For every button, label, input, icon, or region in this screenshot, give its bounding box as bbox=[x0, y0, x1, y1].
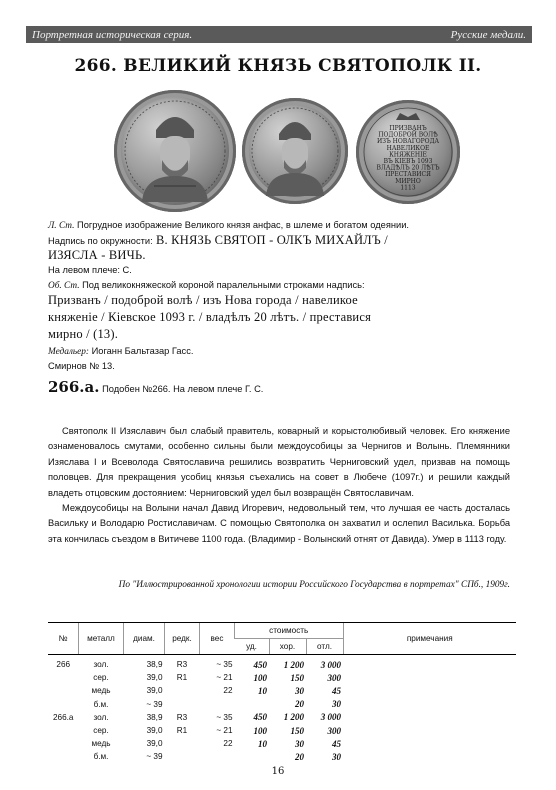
row-metal: сер. bbox=[93, 726, 109, 736]
row-value-fine bbox=[235, 750, 270, 763]
row-weight: 22 bbox=[223, 686, 233, 696]
table-row bbox=[48, 750, 516, 763]
row-rarity bbox=[165, 750, 200, 763]
row-diameter: 39,0 bbox=[146, 673, 163, 683]
reverse-line bbox=[48, 278, 518, 293]
reverse-inscription-line: НАВЕЛИКОЕ bbox=[386, 144, 430, 152]
circle-inscription-line bbox=[48, 233, 518, 248]
row-value-fine: 10 bbox=[258, 738, 267, 749]
row-rarity: R3 bbox=[176, 660, 188, 670]
row-value-good: 20 bbox=[295, 751, 304, 762]
row-notes bbox=[343, 750, 516, 763]
col-value-excellent: отл. bbox=[306, 639, 343, 655]
row-num: 266 bbox=[56, 660, 71, 670]
table-row bbox=[48, 737, 516, 750]
row-value-excellent: 30 bbox=[332, 751, 341, 762]
row-weight: ~ 35 bbox=[216, 660, 233, 670]
reverse-text: Под великокняжеской короной паралельными строками надпись: bbox=[79, 280, 365, 290]
table-row bbox=[48, 711, 516, 724]
row-notes bbox=[343, 655, 516, 672]
reference-line: Смирнов № 13. bbox=[48, 361, 115, 371]
table-row bbox=[48, 724, 516, 737]
table-row bbox=[48, 655, 516, 672]
table-header-row bbox=[48, 623, 516, 639]
row-value-good: 30 bbox=[295, 685, 304, 696]
subvariant-number: 266.а. bbox=[48, 378, 100, 396]
row-rarity bbox=[165, 698, 200, 711]
col-value-good: хор. bbox=[269, 639, 306, 655]
row-weight: ~ 21 bbox=[216, 673, 233, 683]
circle-text-1: В. КНЯЗЬ СВЯТОП - ОЛКЪ МИХАЙЛЪ / bbox=[152, 233, 388, 247]
row-value-fine: 450 bbox=[253, 659, 267, 670]
row-diameter: 39,0 bbox=[146, 686, 163, 696]
obverse-text: Погрудное изображение Великого князя анфас, в шлеме и богатом одеянии. bbox=[74, 220, 409, 230]
row-metal: медь bbox=[91, 686, 111, 696]
row-value-fine bbox=[235, 698, 270, 711]
row-notes bbox=[343, 711, 516, 724]
table-row bbox=[48, 698, 516, 711]
subvariant-text: Подобен №266. На левом плече Г. С. bbox=[99, 384, 264, 394]
row-value-fine: 100 bbox=[253, 672, 267, 683]
row-rarity bbox=[165, 737, 200, 750]
col-value: стоимость bbox=[235, 623, 344, 639]
medal-obverse-large-image bbox=[114, 90, 236, 212]
row-value-fine: 100 bbox=[253, 725, 267, 736]
row-value-excellent: 30 bbox=[332, 699, 341, 710]
row-num bbox=[48, 724, 79, 737]
row-value-good: 1 200 bbox=[283, 659, 304, 670]
col-diameter: диам. bbox=[124, 623, 165, 655]
row-notes bbox=[343, 724, 516, 737]
obverse-label: Л. Ст. bbox=[48, 221, 75, 231]
col-rarity: редк. bbox=[165, 623, 200, 655]
row-notes bbox=[343, 671, 516, 684]
medalist-line bbox=[48, 344, 518, 359]
historical-paragraph-2: Междоусобицы на Волыни начал Давид Игоревич, недовольный тем, что лучшая ее часть досталась Васильку и Володарю Ростиславичам. С помощью Святополка он захватил и ослепил Василька. Борьба эта кончилась съездом в Витичеве 1100 года. (Владимир - Волынский отнят от Давида). Умер в 1113 году. bbox=[48, 503, 510, 544]
row-value-excellent: 3 000 bbox=[320, 659, 341, 670]
reverse-inscription-line: ВЛАДѢЛЪ 20 ЛѢТЪ bbox=[376, 164, 440, 172]
row-value-excellent: 3 000 bbox=[320, 712, 341, 723]
row-diameter: 38,9 bbox=[146, 712, 163, 722]
header-series: Портретная историческая серия. bbox=[32, 28, 193, 41]
row-weight bbox=[200, 750, 235, 763]
reverse-inscription-1: Призванъ / подоброй волѣ / изъ Нова города / навеликое bbox=[48, 293, 358, 307]
row-notes bbox=[343, 737, 516, 750]
reverse-inscription-line: КНЯЖЕНIЕ bbox=[389, 151, 427, 159]
table-row bbox=[48, 684, 516, 697]
row-num bbox=[48, 698, 79, 711]
row-metal: зол. bbox=[93, 660, 109, 670]
row-value-excellent: 45 bbox=[332, 738, 341, 749]
medal-obverse-small-image bbox=[242, 98, 348, 204]
reverse-inscription-line: ВЪ КIЕВЪ 1093 bbox=[383, 158, 433, 165]
row-num bbox=[48, 671, 79, 684]
reverse-inscription-3: мирно / (13). bbox=[48, 327, 119, 341]
subvariant-line bbox=[48, 378, 263, 396]
row-metal: б.м. bbox=[93, 752, 109, 762]
row-rarity: R3 bbox=[176, 712, 188, 722]
row-value-excellent: 300 bbox=[327, 672, 341, 683]
row-value-good: 30 bbox=[295, 738, 304, 749]
row-metal: медь bbox=[91, 739, 111, 749]
reverse-inscription-line: МИРНО bbox=[395, 177, 421, 185]
row-value-good: 20 bbox=[295, 699, 304, 710]
circle-inscription-line-2 bbox=[48, 248, 518, 263]
medal-reverse-image bbox=[356, 100, 460, 204]
row-num bbox=[48, 737, 79, 750]
circle-text-2: ИЗЯСЛА - ВИЧЬ. bbox=[48, 248, 146, 262]
row-diameter: 38,9 bbox=[146, 660, 163, 670]
row-value-excellent: 45 bbox=[332, 685, 341, 696]
col-value-fine: уд. bbox=[235, 639, 270, 655]
row-weight: 22 bbox=[223, 739, 233, 749]
row-value-fine: 450 bbox=[253, 712, 267, 723]
reverse-inscription-line: ИЗЪ НОВАГОРОДА bbox=[376, 138, 440, 146]
reverse-inscription-line: ПРЕСТАВИСЯ bbox=[385, 171, 431, 179]
catalog-table bbox=[48, 622, 516, 764]
col-weight: вес bbox=[200, 623, 235, 655]
table-row bbox=[48, 671, 516, 684]
col-notes: примечания bbox=[343, 623, 516, 655]
reverse-inscription-line: ПОДОБРОЙ ВОЛѢ bbox=[378, 131, 438, 139]
row-rarity bbox=[165, 684, 200, 697]
source-citation: По "Иллюстрированной хронологии истории Российского Государства в портретах" СПб., 1909г. bbox=[118, 580, 510, 590]
row-diameter: 39,0 bbox=[146, 726, 163, 736]
row-notes bbox=[343, 698, 516, 711]
medalist-label: Медальер: bbox=[48, 347, 90, 357]
obverse-line bbox=[48, 218, 518, 233]
row-num: 266.а bbox=[53, 712, 74, 722]
reverse-inscription-line: 1113 bbox=[400, 184, 416, 192]
row-value-good: 150 bbox=[290, 672, 304, 683]
circle-label: Надпись по окружности: bbox=[48, 236, 153, 246]
page-number: 16 bbox=[271, 766, 285, 777]
historical-paragraph-1: Святополк II Изяславич был слабый правитель, коварный и корыстолюбивый человек. Его княжение ознаменовалось смутами, особенно сильны были междоусобицы за Чернигов и Волынь. Племянники Изяслава I и Всеволода Святославича решились возвратить Черниговский удел, призвав на помощь половцев. Для прекращения усобиц князья съехались на совет в Любече (1097г.) и решили каждый владеть отцовским достоянием: Черниговский удел был возвращён Святославичам. bbox=[48, 426, 510, 498]
reverse-inscription-2: княженiе / Кiевское 1093 г. / владѣлъ 20 лѣтъ. / преставися bbox=[48, 310, 372, 324]
row-weight: ~ 35 bbox=[216, 712, 233, 722]
medal-description bbox=[48, 218, 518, 374]
row-rarity: R1 bbox=[176, 673, 188, 683]
row-weight: ~ 21 bbox=[216, 726, 233, 736]
row-metal: сер. bbox=[93, 673, 109, 683]
header-section: Русские медали. bbox=[450, 28, 526, 41]
page-title: 266. ВЕЛИКИЙ КНЯЗЬ СВЯТОПОЛК II. bbox=[74, 56, 482, 76]
row-diameter: ~ 39 bbox=[146, 752, 163, 762]
row-diameter: 39,0 bbox=[146, 739, 163, 749]
row-value-fine: 10 bbox=[258, 685, 267, 696]
shoulder-line: На левом плече: С. bbox=[48, 265, 132, 275]
row-value-good: 1 200 bbox=[283, 712, 304, 723]
row-metal: б.м. bbox=[93, 699, 109, 709]
row-notes bbox=[343, 684, 516, 697]
col-metal: металл bbox=[79, 623, 124, 655]
row-num bbox=[48, 750, 79, 763]
running-header bbox=[26, 26, 532, 43]
historical-text bbox=[48, 424, 510, 547]
reverse-label: Об. Ст. bbox=[48, 281, 80, 291]
row-metal: зол. bbox=[93, 712, 109, 722]
col-num: № bbox=[48, 623, 79, 655]
reverse-inscription-line: ПРИЗВАНЪ bbox=[389, 125, 427, 132]
row-diameter: ~ 39 bbox=[146, 699, 163, 709]
medalist-text: Иоганн Бальтазар Гасс. bbox=[89, 346, 194, 356]
row-num bbox=[48, 684, 79, 697]
row-value-excellent: 300 bbox=[327, 725, 341, 736]
row-value-good: 150 bbox=[290, 725, 304, 736]
row-rarity: R1 bbox=[176, 726, 188, 736]
row-weight bbox=[200, 698, 235, 711]
